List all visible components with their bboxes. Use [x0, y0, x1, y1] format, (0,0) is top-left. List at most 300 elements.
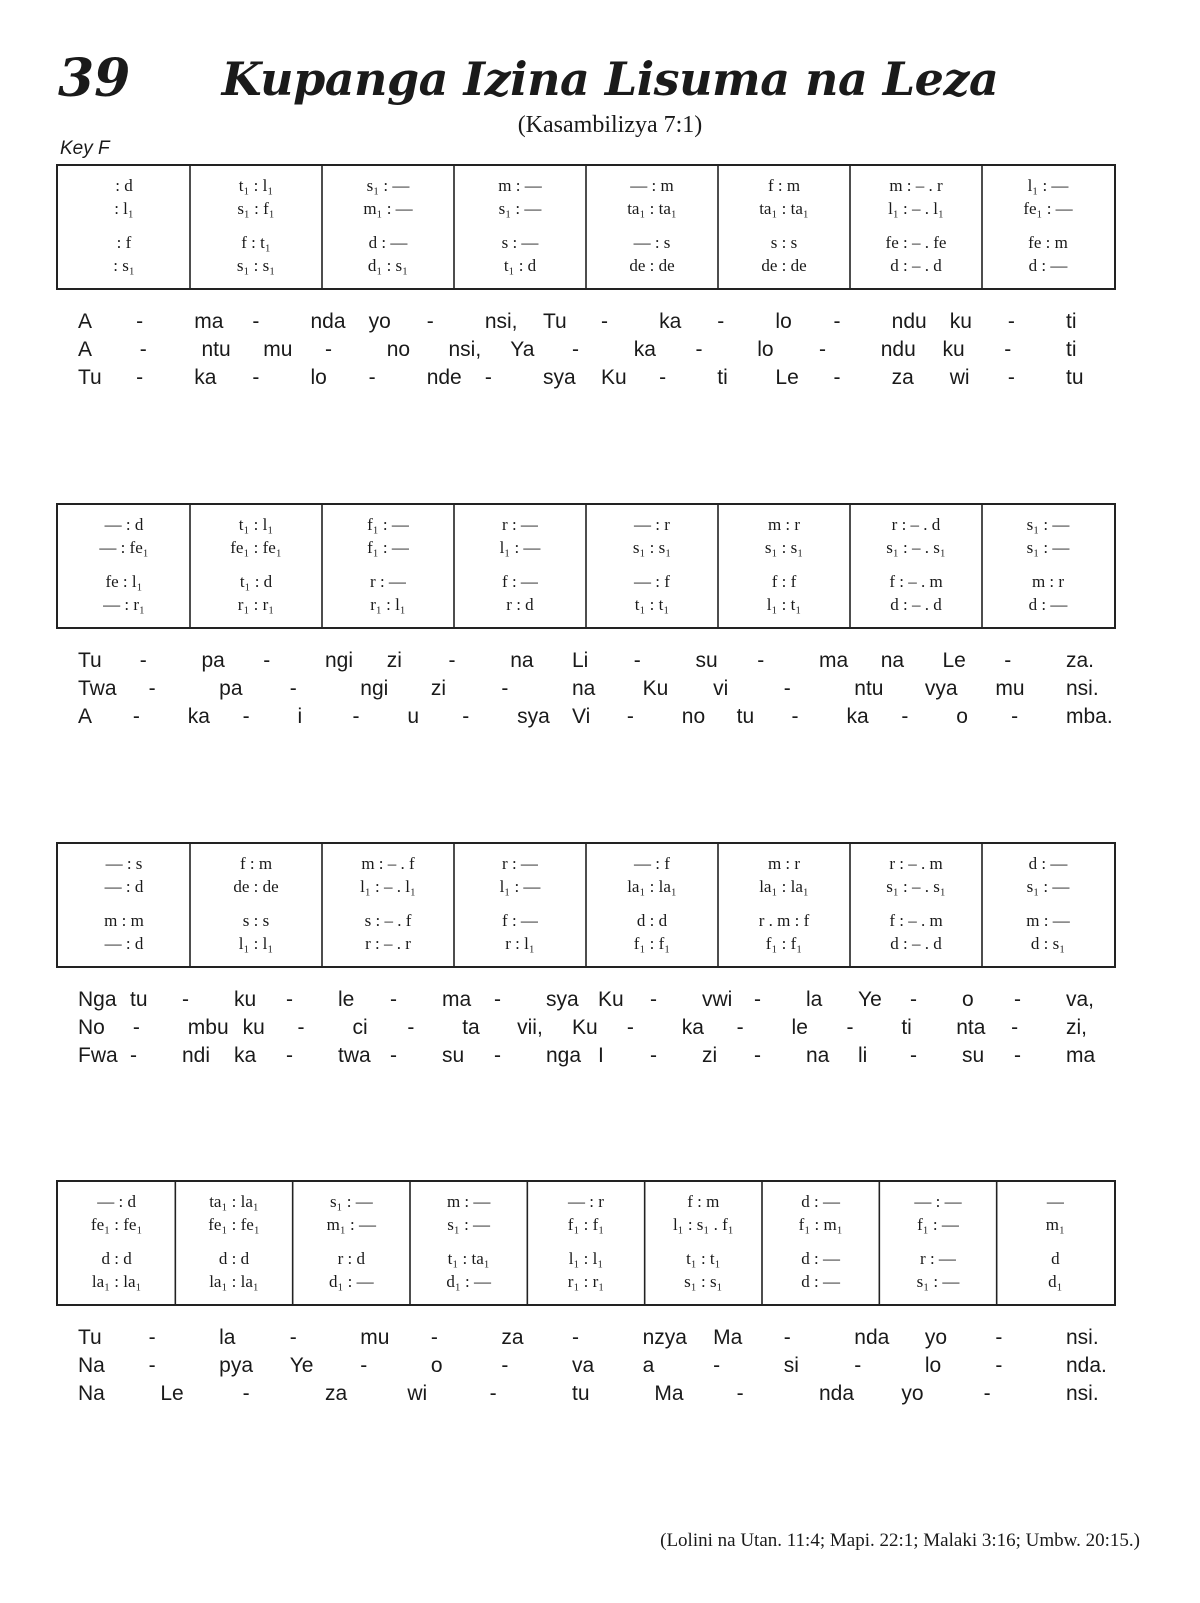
solfa-note: —	[1046, 1192, 1064, 1211]
solfa-note: m₁	[1045, 1215, 1065, 1234]
lyric-syllable: Ku	[572, 1016, 598, 1039]
lyric-syllable: Le	[160, 1382, 184, 1405]
solfa-note: d : —	[801, 1272, 841, 1291]
lyric-syllable: zi	[430, 677, 447, 700]
solfa-note: fe : l₁	[105, 572, 143, 591]
lyric-syllable: pa	[219, 677, 243, 700]
solfa-note: d : – . d	[890, 934, 942, 953]
lyric-syllable: za	[891, 366, 914, 389]
solfa-note: m : —	[498, 176, 542, 195]
solfa-note: r : —	[502, 515, 538, 534]
solfa-note: f : t₁	[241, 233, 271, 252]
lyric-syllable: -	[910, 1044, 917, 1067]
lyric-syllable: pya	[219, 1354, 253, 1377]
lyric-syllable: -	[1011, 705, 1019, 728]
lyric-syllable: -	[130, 1044, 137, 1067]
lyric-syllable: -	[242, 1382, 250, 1405]
lyric-syllable: Ma	[654, 1382, 684, 1405]
solfa-note: l₁ : – . l₁	[360, 877, 416, 896]
lyric-syllable: wi	[949, 366, 970, 389]
lyric-syllable: -	[736, 1382, 744, 1405]
solfa-note: fe₁ : —	[1023, 199, 1073, 218]
solfa-note: s₁ : —	[329, 1192, 373, 1211]
lyric-syllable: -	[659, 366, 667, 389]
solfa-note: fe₁ : fe₁	[90, 1215, 143, 1234]
lyric-line	[56, 1044, 1116, 1072]
solfa-note: d : —	[801, 1249, 841, 1268]
lyric-syllable: -	[182, 988, 189, 1011]
lyric-syllable: nda	[819, 1382, 855, 1405]
solfa-note: f₁ : —	[367, 515, 409, 534]
solfa-note: s₁ : —	[366, 176, 410, 195]
solfa-note: s₁ : —	[1026, 538, 1070, 557]
lyric-syllable: ngi	[360, 677, 389, 700]
lyric-syllable: -	[148, 677, 156, 700]
solfa-note: s₁ : —	[498, 199, 542, 218]
solfa-note: — : d	[104, 515, 144, 534]
lyric-syllable: -	[1014, 1044, 1021, 1067]
lyric-syllable: ka	[633, 338, 656, 361]
solfa-note: s₁ : —	[916, 1272, 960, 1291]
lyric-syllable: -	[754, 988, 761, 1011]
solfa-note: s₁ : s₁	[632, 538, 672, 557]
solfa-note: m : —	[1026, 911, 1070, 930]
lyric-line	[56, 1016, 1116, 1044]
lyric-syllable: -	[717, 310, 725, 333]
solfa-note: m : r	[767, 515, 801, 534]
lyric-syllable: za	[325, 1382, 348, 1405]
lyric-syllable: Tu	[78, 649, 102, 672]
lyric-syllable: vii,	[517, 1016, 543, 1039]
lyric-line	[56, 338, 1116, 366]
lyric-syllable: va,	[1066, 988, 1095, 1011]
lyric-syllable: su	[442, 1044, 465, 1067]
lyric-syllable: -	[501, 677, 509, 700]
lyric-syllable: Le	[942, 649, 966, 672]
lyric-syllable: -	[448, 649, 456, 672]
solfa-note: f : —	[502, 911, 538, 930]
lyric-syllable: a	[642, 1354, 655, 1377]
lyric-syllable: nsi,	[448, 338, 482, 361]
lyric-syllable: -	[136, 366, 144, 389]
lyric-syllable: Ya	[510, 338, 535, 361]
solfa-note: s₁ : s₁	[764, 538, 804, 557]
solfa-note: — : —	[914, 1192, 962, 1211]
solfa-note: m₁ : —	[326, 1215, 377, 1234]
lyric-syllable: -	[148, 1354, 156, 1377]
solfa-note: t₁ : l₁	[238, 176, 274, 195]
solfa-note: : l₁	[114, 199, 134, 218]
solfa-note: s₁ : —	[1026, 877, 1070, 896]
solfa-note: m : – . f	[361, 854, 415, 873]
lyric-syllable: o	[956, 705, 968, 728]
lyric-syllable: -	[263, 649, 271, 672]
solfa-note: d : —	[1028, 595, 1068, 614]
lyric-syllable: nsi.	[1066, 1326, 1099, 1349]
lyric-syllable: -	[360, 1354, 368, 1377]
solfa-note: m : – . r	[889, 176, 943, 195]
lyric-syllable: lo	[924, 1354, 942, 1377]
lyric-syllable: ma	[819, 649, 849, 672]
solfa-note: f : m	[767, 176, 801, 195]
lyric-syllable: -	[901, 705, 909, 728]
lyric-syllable: mu	[360, 1326, 390, 1349]
solfa-note: — : r	[634, 515, 670, 534]
lyric-syllable: nsi.	[1066, 677, 1099, 700]
lyric-syllable: su	[695, 649, 718, 672]
solfa-note: r : l₁	[505, 934, 535, 953]
solfa-note: f₁ : —	[367, 538, 409, 557]
lyric-syllable: -	[783, 1326, 791, 1349]
lyric-syllable: -	[757, 649, 765, 672]
solfa-note: d : —	[368, 233, 408, 252]
solfa-note: t₁ : t₁	[686, 1249, 721, 1268]
lyric-syllable: le	[791, 1016, 808, 1039]
lyric-syllable: nde	[426, 366, 462, 389]
lyric-syllable: -	[854, 1354, 862, 1377]
lyric-syllable: no	[681, 705, 706, 728]
lyric-syllable: vya	[924, 677, 958, 700]
solfa-note: — : d	[104, 934, 144, 953]
lyric-syllable: -	[242, 705, 250, 728]
lyric-syllable: na	[572, 677, 596, 700]
lyric-syllable: ka	[681, 1016, 704, 1039]
solfa-note: r : —	[502, 854, 538, 873]
lyric-syllable: Ye	[858, 988, 882, 1011]
solfa-note: la₁ : la₁	[209, 1272, 259, 1291]
lyric-syllable: -	[426, 310, 434, 333]
lyric-syllable: Ma	[713, 1326, 743, 1349]
lyric-syllable: -	[695, 338, 703, 361]
solfa-note: d₁	[1048, 1272, 1063, 1291]
lyric-line	[56, 366, 1116, 394]
solfa-note: d : s₁	[1030, 934, 1066, 953]
solfa-note: l₁ : l₁	[238, 934, 274, 953]
lyric-syllable: Twa	[78, 677, 117, 700]
solfa-note: l₁ : —	[1027, 176, 1069, 195]
lyric-syllable: ndi	[182, 1044, 211, 1067]
lyric-syllable: nzya	[642, 1326, 687, 1349]
lyric-syllable: -	[846, 1016, 854, 1039]
lyric-syllable: tu	[130, 988, 148, 1011]
lyric-syllable: -	[136, 310, 144, 333]
lyric-syllable: si	[783, 1354, 799, 1377]
solfa-note: — : f	[634, 572, 670, 591]
lyric-syllable: za.	[1066, 649, 1095, 672]
lyric-syllable: mbu	[187, 1016, 229, 1039]
solfa-note: t₁ : ta₁	[447, 1249, 490, 1268]
scripture-reference: (Kasambilizya 7:1)	[517, 112, 703, 138]
lyric-syllable: -	[139, 338, 147, 361]
lyric-syllable: yo	[368, 310, 391, 333]
score-system-3	[56, 842, 1116, 968]
solfa-note: — : d	[104, 877, 144, 896]
solfa-note: l₁ : s₁ . f₁	[672, 1215, 734, 1234]
solfa-note: d : – . d	[890, 256, 942, 275]
solfa-note: — : m	[630, 176, 674, 195]
lyric-syllable: Nga	[78, 988, 117, 1011]
lyric-syllable: -	[390, 988, 397, 1011]
lyric-syllable: -	[1014, 988, 1021, 1011]
lyric-syllable: -	[1007, 366, 1015, 389]
lyric-syllable: na	[880, 649, 905, 672]
lyric-syllable: wi	[407, 1382, 428, 1405]
lyric-syllable: Tu	[78, 1326, 102, 1349]
solfa-note: m : —	[446, 1192, 491, 1211]
solfa-note: r₁ : r₁	[237, 595, 275, 614]
lyric-syllable: -	[650, 988, 657, 1011]
solfa-note: : d	[115, 176, 133, 195]
lyric-syllable: ma	[442, 988, 472, 1011]
lyric-syllable: vwi	[702, 988, 733, 1011]
solfa-note: f : m	[239, 854, 273, 873]
lyric-syllable: ngi	[325, 649, 354, 672]
lyric-syllable: ci	[352, 1016, 368, 1039]
lyric-syllable: la	[806, 988, 823, 1011]
lyric-syllable: sya	[517, 705, 550, 728]
lyric-syllable: -	[633, 649, 641, 672]
solfa-note: r : – . r	[365, 934, 411, 953]
lyric-syllable: -	[252, 366, 260, 389]
lyric-syllable: -	[148, 1326, 156, 1349]
solfa-note: t₁ : l₁	[238, 515, 274, 534]
solfa-note: r : —	[920, 1249, 956, 1268]
lyric-syllable: ndu	[891, 310, 927, 333]
solfa-note: f : – . m	[889, 911, 943, 930]
lyric-syllable: mu	[263, 338, 293, 361]
lyric-line	[56, 1326, 1116, 1354]
lyric-syllable: o	[962, 988, 974, 1011]
solfa-note: f₁ : f₁	[765, 934, 803, 953]
lyric-syllable: lo	[757, 338, 774, 361]
solfa-note: l₁ : —	[499, 877, 541, 896]
solfa-note: : s₁	[113, 256, 135, 275]
lyric-syllable: -	[484, 366, 492, 389]
solfa-note: s₁ : s₁	[684, 1272, 723, 1291]
lyric-syllable: ku	[949, 310, 972, 333]
solfa-note: s₁ : f₁	[237, 199, 275, 218]
solfa-note: t₁ : d	[503, 256, 537, 275]
lyric-syllable: sya	[542, 366, 576, 389]
solfa-note: r . m : f	[758, 911, 810, 930]
score-system-4	[56, 1180, 1116, 1306]
solfa-note: — : s	[633, 233, 671, 252]
solfa-note: la₁ : la₁	[91, 1272, 142, 1291]
solfa-note: m : r	[767, 854, 801, 873]
solfa-note: d : – . d	[890, 595, 942, 614]
solfa-note: s₁ : —	[447, 1215, 491, 1234]
lyric-syllable: Tu	[78, 366, 102, 389]
solfa-note: — : d	[97, 1192, 137, 1211]
lyric-line	[56, 310, 1116, 338]
score-system-2	[56, 503, 1116, 629]
solfa-note: la₁ : la₁	[759, 877, 809, 896]
lyric-syllable: su	[962, 1044, 985, 1067]
lyric-syllable: mu	[995, 677, 1025, 700]
lyric-syllable: -	[390, 1044, 397, 1067]
lyric-syllable: va	[572, 1354, 595, 1377]
solfa-note: d : d	[218, 1249, 250, 1268]
lyric-syllable: mba.	[1066, 705, 1113, 728]
solfa-note: la₁ : la₁	[627, 877, 677, 896]
solfa-note: — : r	[568, 1192, 604, 1211]
lyric-syllable: nsi.	[1066, 1382, 1099, 1405]
lyric-syllable: nga	[546, 1044, 582, 1067]
lyric-syllable: ti	[717, 366, 728, 389]
lyric-syllable: li	[858, 1044, 868, 1067]
solfa-note: r : – . d	[891, 515, 941, 534]
lyric-syllable: nda.	[1066, 1354, 1107, 1377]
lyric-syllable: A	[78, 705, 93, 728]
lyric-syllable: I	[598, 1044, 604, 1067]
lyric-syllable: na	[806, 1044, 830, 1067]
lyric-line	[56, 705, 1116, 733]
lyric-syllable: -	[368, 366, 376, 389]
lyric-syllable: la	[219, 1326, 236, 1349]
lyric-syllable: -	[132, 1016, 140, 1039]
lyric-syllable: -	[289, 1326, 297, 1349]
lyric-syllable: ma	[194, 310, 224, 333]
lyric-syllable: lo	[310, 366, 327, 389]
solfa-note: s₁ : —	[1026, 515, 1070, 534]
lyric-syllable: -	[252, 310, 260, 333]
lyric-syllable: twa	[338, 1044, 371, 1067]
lyric-syllable: -	[572, 338, 579, 361]
solfa-note: d : —	[1028, 256, 1068, 275]
solfa-note: fe : m	[1028, 233, 1068, 252]
lyric-syllable: -	[286, 988, 293, 1011]
lyric-syllable: o	[430, 1354, 443, 1377]
lyric-syllable: Le	[775, 366, 799, 389]
lyric-syllable: vi	[713, 677, 729, 700]
solfa-note: r : d	[506, 595, 534, 614]
lyric-syllable: -	[132, 705, 140, 728]
lyric-syllable: -	[1007, 310, 1015, 333]
solfa-note: l₁ : l₁	[568, 1249, 604, 1268]
lyric-syllable: Ku	[642, 677, 669, 700]
solfa-note: s₁ : – . s₁	[886, 538, 946, 557]
lyric-syllable: le	[338, 988, 355, 1011]
solfa-note: m : m	[104, 911, 144, 930]
lyric-syllable: ka	[846, 705, 869, 728]
lyric-syllable: -	[494, 1044, 501, 1067]
solfa-note: d : d	[636, 911, 668, 930]
lyric-syllable: -	[489, 1382, 497, 1405]
lyric-syllable: Vi	[572, 705, 591, 728]
solfa-note: f : f	[771, 572, 797, 591]
lyric-syllable: -	[983, 1382, 991, 1405]
lyric-syllable: ka	[234, 1044, 257, 1067]
solfa-note: f₁ : f₁	[633, 934, 671, 953]
lyric-syllable: lo	[775, 310, 792, 333]
lyric-syllable: ku	[242, 1016, 265, 1039]
solfa-note: f₁ : m₁	[798, 1215, 843, 1234]
solfa-note: s : s	[242, 911, 270, 930]
solfa-note: de : de	[761, 256, 807, 275]
lyric-syllable: -	[650, 1044, 657, 1067]
solfa-note: l₁ : t₁	[766, 595, 802, 614]
lyric-syllable: Na	[78, 1382, 105, 1405]
lyric-syllable: ku	[234, 988, 257, 1011]
lyric-syllable: -	[833, 366, 841, 389]
lyric-line	[56, 649, 1116, 677]
lyric-syllable: ka	[187, 705, 210, 728]
solfa-note: d : —	[1028, 854, 1068, 873]
lyric-syllable: nta	[956, 1016, 986, 1039]
lyric-syllable: ntu	[201, 338, 231, 361]
lyric-syllable: -	[833, 310, 841, 333]
lyric-syllable: Tu	[542, 310, 567, 333]
lyric-syllable: -	[407, 1016, 415, 1039]
solfa-note: d : —	[801, 1192, 841, 1211]
lyric-syllable: ti	[1066, 338, 1077, 361]
solfa-note: r : – . m	[889, 854, 943, 873]
lyric-syllable: Na	[78, 1354, 105, 1377]
solfa-note: fe₁ : fe₁	[208, 1215, 260, 1234]
solfa-note: s₁ : s₁	[236, 256, 276, 275]
solfa-note: m₁ : —	[363, 199, 413, 218]
lyric-syllable: zi	[386, 649, 402, 672]
lyric-syllable: -	[626, 705, 634, 728]
lyric-syllable: ka	[194, 366, 217, 389]
solfa-note: l₁ : —	[499, 538, 541, 557]
lyric-syllable: tu	[1066, 366, 1084, 389]
lyric-syllable: Ku	[601, 366, 627, 389]
lyric-syllable: -	[783, 677, 791, 700]
lyric-syllable: pa	[201, 649, 225, 672]
solfa-note: f : —	[502, 572, 538, 591]
footer-references: (Lolini na Utan. 11:4; Mapi. 22:1; Malaki 3:16; Umbw. 20:15.)	[660, 1530, 1140, 1551]
key-signature: Key F	[60, 138, 110, 159]
lyric-syllable: -	[572, 1326, 579, 1349]
lyric-syllable: Ye	[289, 1354, 314, 1377]
lyric-syllable: Ku	[598, 988, 624, 1011]
hymn-number: 39	[58, 48, 131, 109]
lyric-syllable: -	[995, 1354, 1003, 1377]
lyric-syllable: -	[1004, 649, 1012, 672]
lyric-syllable: zi	[702, 1044, 718, 1067]
lyric-syllable: -	[297, 1016, 305, 1039]
lyric-syllable: ma	[1066, 1044, 1096, 1067]
solfa-note: d	[1051, 1249, 1060, 1268]
lyric-syllable: -	[325, 338, 332, 361]
solfa-note: ta₁ : ta₁	[627, 199, 677, 218]
lyric-syllable: -	[995, 1326, 1003, 1349]
lyric-syllable: -	[791, 705, 799, 728]
solfa-note: r₁ : r₁	[567, 1272, 605, 1291]
lyric-syllable: -	[430, 1326, 438, 1349]
solfa-note: — : f	[634, 854, 670, 873]
lyric-syllable: Li	[572, 649, 589, 672]
lyric-syllable: zi,	[1066, 1016, 1087, 1039]
lyric-syllable: ndu	[880, 338, 916, 361]
lyric-syllable: za	[501, 1326, 524, 1349]
solfa-note: — : s	[105, 854, 143, 873]
lyric-syllable: -	[1004, 338, 1012, 361]
solfa-note: d₁ : —	[329, 1272, 374, 1291]
lyric-syllable: Fwa	[78, 1044, 118, 1067]
lyric-syllable: -	[754, 1044, 761, 1067]
lyric-syllable: -	[819, 338, 826, 361]
lyric-syllable: yo	[924, 1326, 948, 1349]
lyric-syllable: no	[386, 338, 411, 361]
solfa-note: — : r₁	[103, 595, 145, 614]
lyric-syllable: -	[501, 1354, 509, 1377]
lyric-syllable: -	[139, 649, 147, 672]
lyric-syllable: i	[297, 705, 303, 728]
lyric-line	[56, 1382, 1116, 1410]
solfa-note: ta₁ : ta₁	[759, 199, 809, 218]
